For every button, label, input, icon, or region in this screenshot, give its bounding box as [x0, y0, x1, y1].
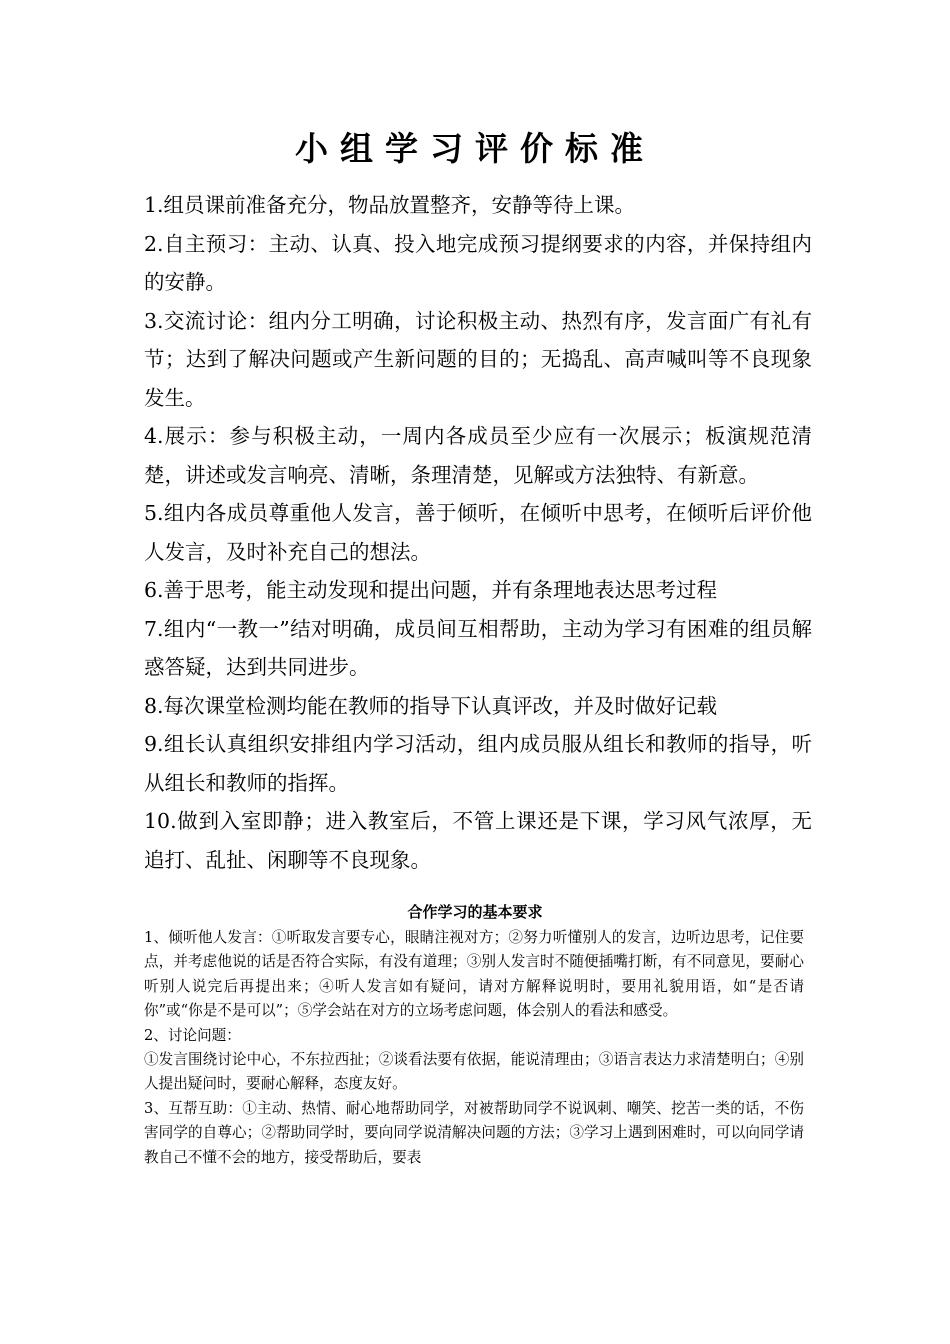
standard-item-4: 4.展示：参与积极主动，一周内各成员至少应有一次展示；板演规范清楚，讲述或发言响亮、清晰，条理清楚，见解或方法独特、有新意。: [144, 424, 812, 487]
requirement-discussion-details: ①发言围绕讨论中心，不东拉西扯；②谈看法要有依据，能说清理由；③语言表达力求清楚明白；④别人提出疑问时，要耐心解释，态度友好。: [144, 1051, 804, 1093]
requirement-mutual-help: 3、互帮互助：①主动、热情、耐心地帮助同学，对被帮助同学不说讽刺、嘲笑、挖苦一类的话，不伤害同学的自尊心；②帮助同学时，要向同学说清解决问题的方法；③学习上遇到困难时，可以向同学请教自己不懂不会的地方，接受帮助后，要表: [144, 1099, 804, 1166]
evaluation-standards-list: [144, 186, 812, 879]
standard-item-2: 2.自主预习：主动、认真、投入地完成预习提纲要求的内容，并保持组内的安静。: [144, 231, 812, 294]
standard-item-7: 7.组内“一教一”结对明确，成员间互相帮助，主动为学习有困难的组员解惑答疑，达到共同进步。: [144, 616, 812, 679]
standard-item-8: 8.每次课堂检测均能在教师的指导下认真评改，并及时做好记载: [144, 693, 718, 718]
standard-item-1: 1.组员课前准备充分，物品放置整齐，安静等待上课。: [144, 193, 636, 217]
page-title: 小组学习评价标准: [295, 129, 655, 168]
standard-item-5: 5.组内各成员尊重他人发言，善于倾听，在倾听中思考，在倾听后评价他人发言，及时补充自己的想法。: [144, 501, 812, 564]
cooperation-requirements-list: [144, 926, 804, 1170]
requirement-listening: 1、倾听他人发言：①听取发言要专心，眼睛注视对方；②努力听懂别人的发言，边听边思考，记住要点，并考虑他说的话是否符合实际，有没有道理；③别人发言时不随便插嘴打断，有不同意见，要耐心听别人说完后再提出来；④听人发言如有疑问，请对方解释说明时，要用礼貌用语，如“是否请你”或“你是不是可以”；⑤学会站在对方的立场考虑问题，体会别人的看法和感受。: [144, 929, 804, 1020]
standard-item-10: 10.做到入室即静；进入教室后，不管上课还是下课，学习风气浓厚，无追打、乱扯、闲聊等不良现象。: [144, 809, 812, 872]
standard-item-3: 3.交流讨论：组内分工明确，讨论积极主动、热烈有序，发言面广有礼有节；达到了解决问题或产生新问题的目的；无捣乱、高声喊叫等不良现象发生。: [144, 308, 812, 410]
standard-item-6: 6.善于思考，能主动发现和提出问题，并有条理地表达思考过程: [144, 578, 718, 602]
requirement-discussion-heading: 2、讨论问题：: [144, 1026, 241, 1044]
standard-item-9: 9.组长认真组织安排组内学习活动，组内成员服从组长和教师的指导，听从组长和教师的指挥。: [144, 732, 812, 795]
section-subtitle: 合作学习的基本要求: [407, 903, 543, 921]
